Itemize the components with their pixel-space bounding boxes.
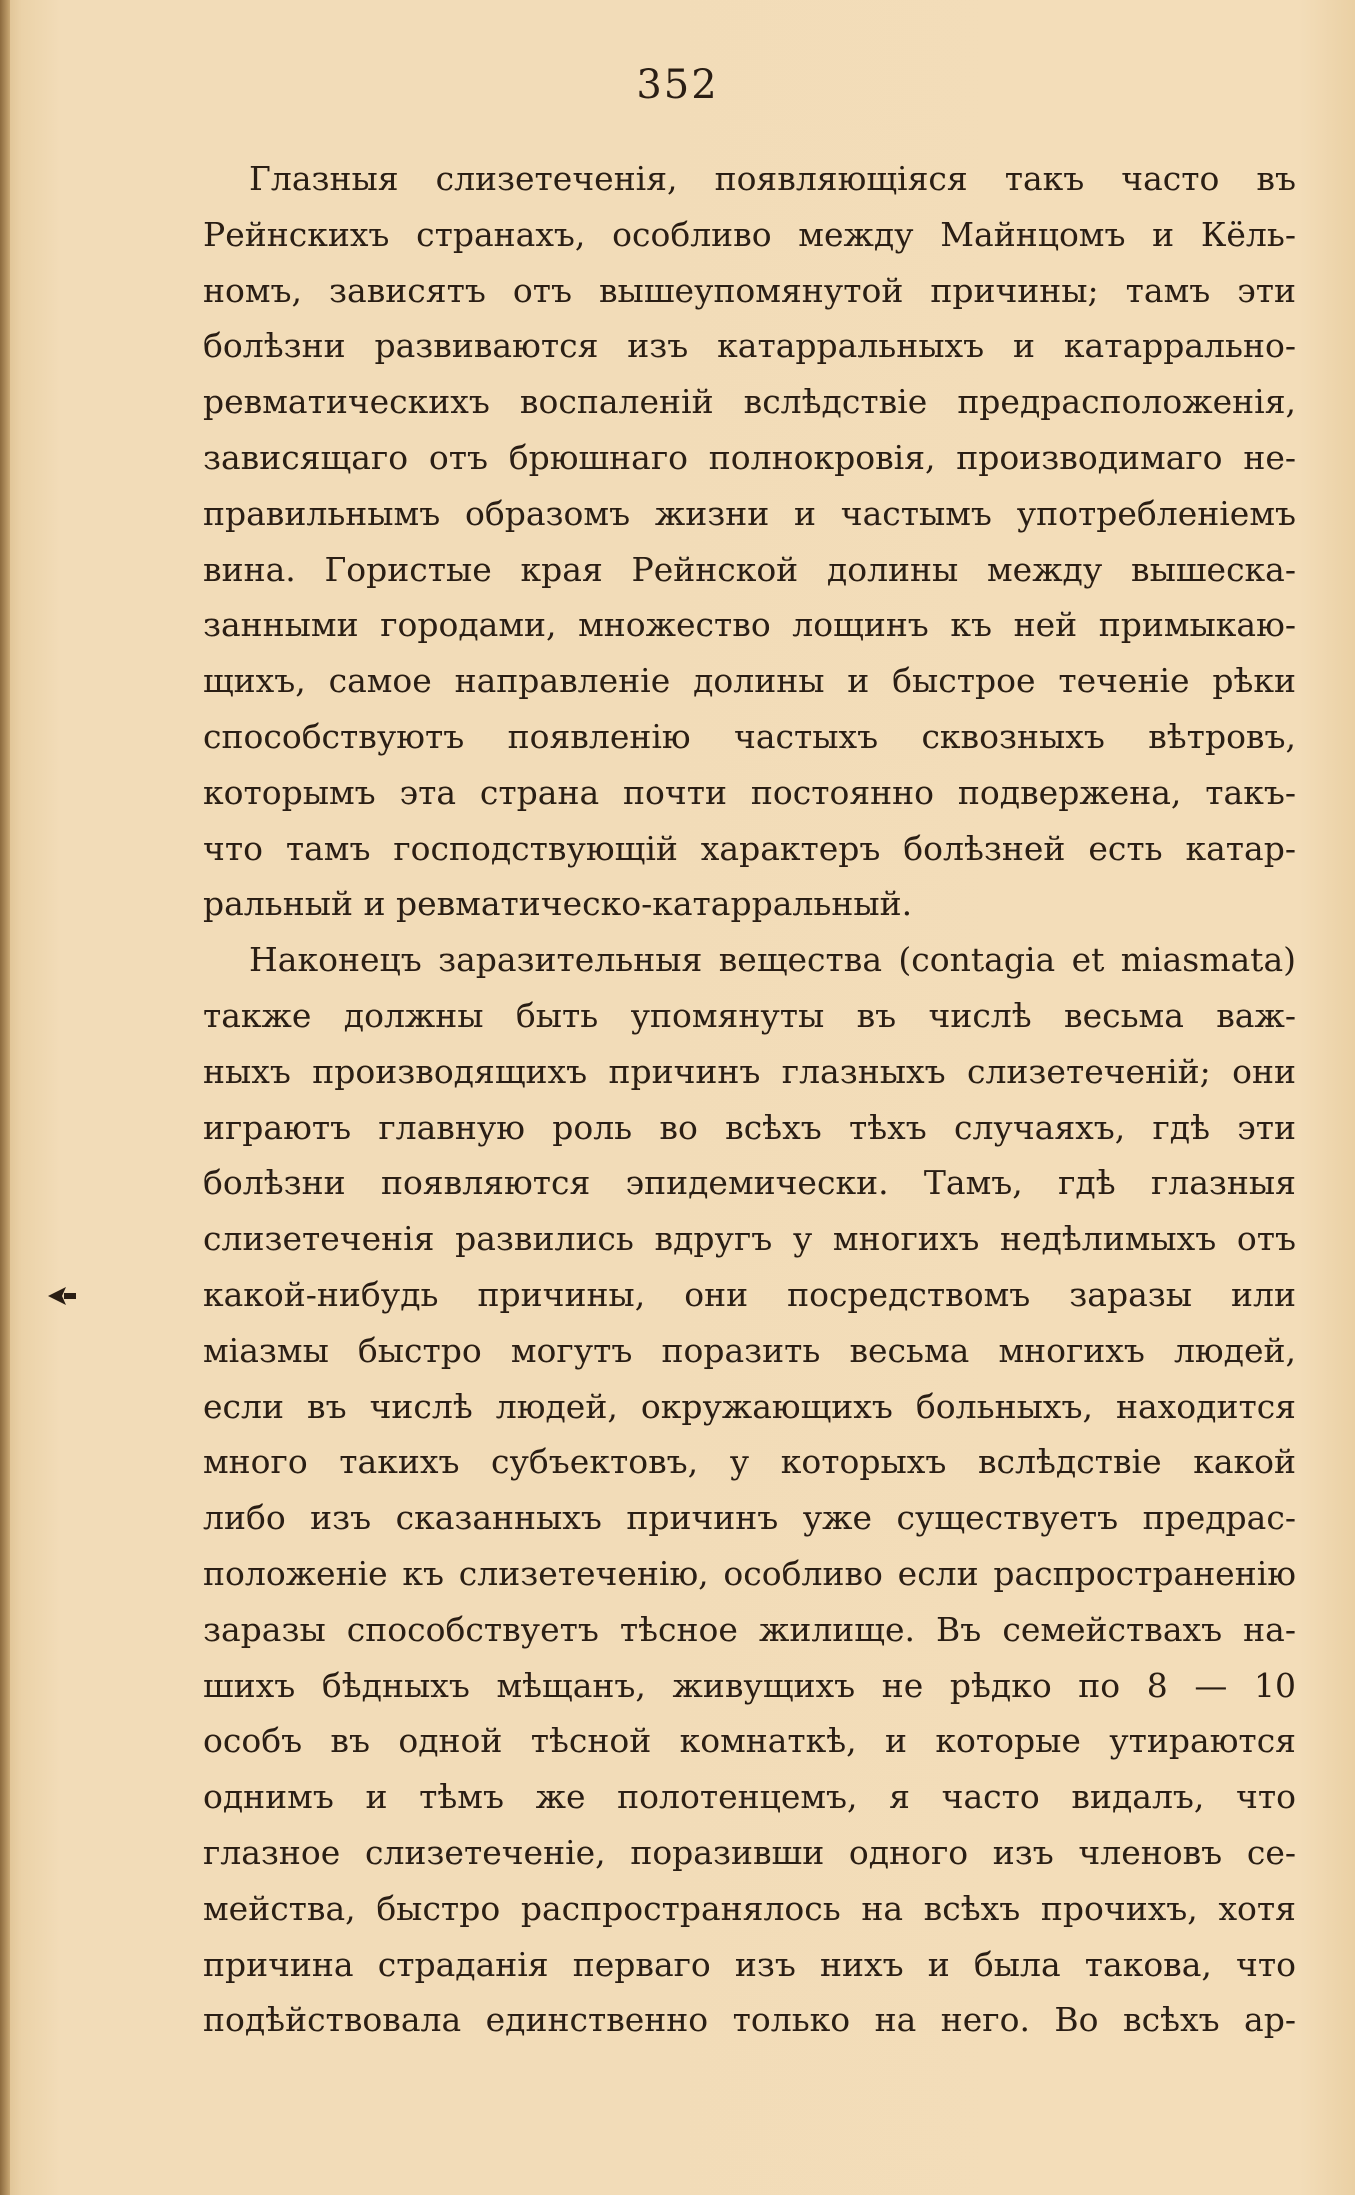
text-line: особъ въ одной тѣсной комнаткѣ, и которые утираются: [203, 1721, 1296, 1761]
text-line: Наконецъ заразительныя вещества (contagia et miasmata): [249, 940, 1296, 980]
text-line: что тамъ господствующій характеръ болѣзней есть катар-: [203, 828, 1296, 868]
page-gutter: [0, 0, 10, 2195]
text-line: вина. Гористые края Рейнской долины между вышеска-: [203, 549, 1296, 589]
margin-pointer-icon: [48, 1285, 78, 1307]
text-line: подѣйствовала единственно только на него. Во всѣхъ ар-: [203, 2000, 1296, 2040]
text-line: играютъ главную роль во всѣхъ тѣхъ случаяхъ, гдѣ эти: [203, 1107, 1296, 1147]
text-line: ныхъ производящихъ причинъ глазныхъ слизетеченій; они: [203, 1051, 1296, 1091]
text-line: зависящаго отъ брюшнаго полнокровія, производимаго не-: [203, 437, 1296, 477]
page-number: 352: [636, 62, 719, 108]
text-line: какой-нибудь причины, они посредствомъ заразы или: [203, 1274, 1296, 1314]
text-line: номъ, зависятъ отъ вышеупомянутой причины; тамъ эти: [203, 270, 1296, 310]
text-line: Глазныя слизетеченія, появляющіяся такъ часто въ: [249, 159, 1296, 198]
text-line: заразы способствуетъ тѣсное жилище. Въ семействахъ на-: [203, 1609, 1296, 1649]
text-line: занными городами, множество лощинъ къ ней примыкаю-: [203, 605, 1296, 645]
text-line: щихъ, самое направленіе долины и быстрое теченіе рѣки: [203, 661, 1296, 701]
text-line: болѣзни появляются эпидемически. Тамъ, гдѣ глазныя: [203, 1163, 1296, 1203]
text-line: мейства, быстро распространялось на всѣхъ прочихъ, хотя: [203, 1888, 1296, 1928]
text-line: ревматическихъ воспаленій вслѣдствіе предрасположенія,: [203, 382, 1296, 422]
text-line: либо изъ сказанныхъ причинъ уже существуетъ предрас-: [203, 1498, 1296, 1538]
text-line: однимъ и тѣмъ же полотенцемъ, я часто видалъ, что: [203, 1777, 1296, 1817]
text-line: Рейнскихъ странахъ, особливо между Майнцомъ и Кёль-: [203, 214, 1296, 254]
text-line: также должны быть упомянуты въ числѣ весьма важ-: [203, 995, 1296, 1035]
text-line: которымъ эта страна почти постоянно подвержена, такъ-: [203, 772, 1296, 812]
text-line: способствуютъ появленію частыхъ сквозныхъ вѣтровъ,: [203, 716, 1296, 756]
text-line: правильнымъ образомъ жизни и частымъ употребленіемъ: [203, 493, 1296, 533]
text-line: много такихъ субъектовъ, у которыхъ вслѣдствіе какой: [203, 1442, 1296, 1482]
body-text: [203, 151, 1296, 2048]
text-line: ральный и ревматическо-катарральный.: [203, 884, 913, 924]
text-line: положеніе къ слизетеченію, особливо если распространенію: [203, 1553, 1296, 1593]
text-line: если въ числѣ людей, окружающихъ больныхъ, находится: [203, 1386, 1296, 1426]
text-line: причина страданія перваго изъ нихъ и была такова, что: [203, 1944, 1296, 1984]
text-line: слизетеченія развились вдругъ у многихъ недѣлимыхъ отъ: [203, 1219, 1296, 1259]
text-line: шихъ бѣдныхъ мѣщанъ, живущихъ не рѣдко по 8 — 10: [203, 1665, 1296, 1705]
text-line: болѣзни развиваются изъ катарральныхъ и катаррально-: [203, 326, 1296, 366]
text-line: глазное слизетеченіе, поразивши одного изъ членовъ се-: [203, 1832, 1296, 1872]
text-line: міазмы быстро могутъ поразить весьма многихъ людей,: [203, 1330, 1296, 1370]
